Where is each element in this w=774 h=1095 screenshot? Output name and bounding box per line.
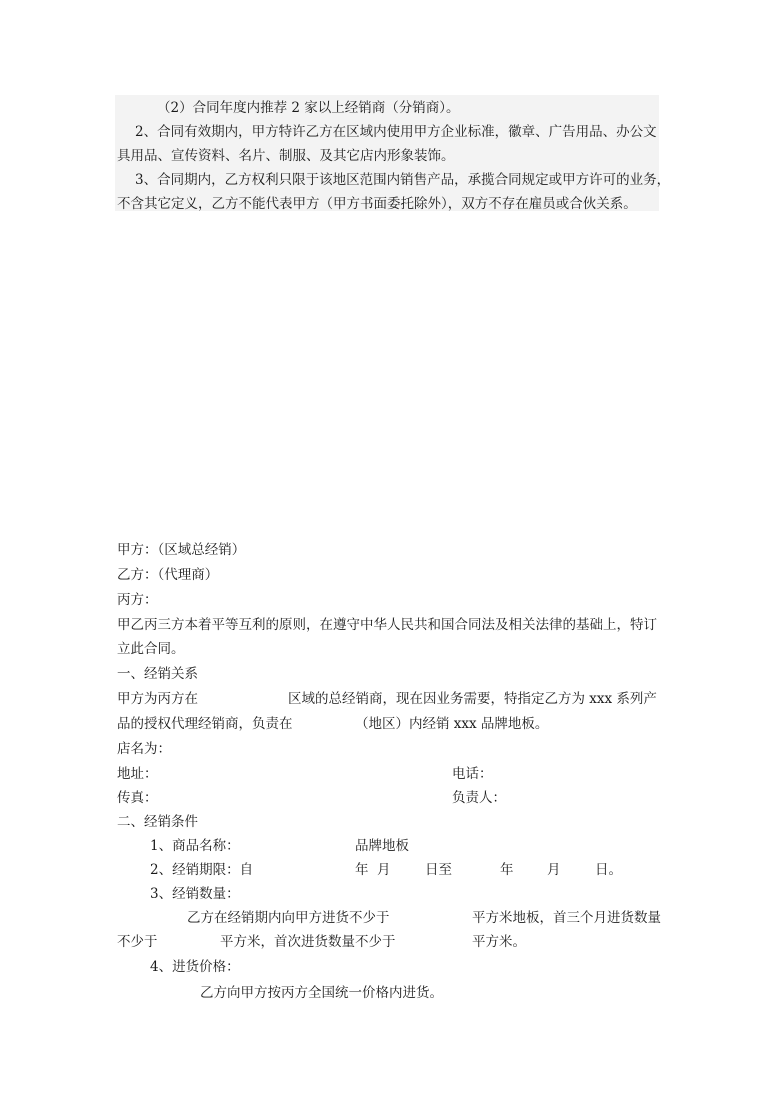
fax-label: 传真： <box>117 790 158 806</box>
quantity-line-2a: 不少于 <box>117 934 158 950</box>
end-month-unit: 月 <box>547 862 561 878</box>
party-b-line: 乙方：（代理商） <box>117 567 219 583</box>
section-1-line-2b: （地区）内经销 xxx 品牌地板。 <box>355 716 549 732</box>
quantity-line-2b: 平方米，首次进货数量不少于 <box>220 934 396 950</box>
start-year-unit: 年 <box>355 862 369 878</box>
quantity-line-2c: 平方米。 <box>472 934 526 950</box>
section-1-line-2a: 品的授权代理经销商，负责在 <box>117 716 293 732</box>
start-month-unit: 月 <box>377 862 391 878</box>
address-label: 地址： <box>117 766 158 782</box>
clause-3-line-1: 3、合同期内，乙方权利只限于该地区范围内销售产品，承揽合同规定或甲方许可的业务， <box>135 172 671 188</box>
start-day-to: 日至 <box>425 862 452 878</box>
end-day-unit: 日。 <box>595 862 622 878</box>
manager-label: 负责人： <box>452 790 506 806</box>
item-2-label: 2、经销期限：自 <box>150 862 254 878</box>
item-3-label: 3、经销数量： <box>150 886 240 902</box>
end-year-unit: 年 <box>500 862 514 878</box>
phone-label: 电话： <box>452 766 493 782</box>
item-1-value: 品牌地板 <box>355 838 409 854</box>
party-a-line: 甲方：（区域总经销） <box>117 542 246 558</box>
item-1-label: 1、商品名称： <box>150 838 240 854</box>
intro-line-2: 立此合同。 <box>117 641 185 657</box>
party-c-line: 丙方： <box>117 592 158 608</box>
clause-2-line-2: 具用品、宣传资料、名片、制服、及其它店内形象装饰。 <box>117 148 455 164</box>
item-4-label: 4、进货价格： <box>150 959 240 975</box>
clause-recommend-distributors: （2）合同年度内推荐 2 家以上经销商（分销商）。 <box>157 100 460 116</box>
quantity-line-1b: 平方米地板，首三个月进货数量 <box>472 910 661 926</box>
clause-2-line-1: 2、合同有效期内，甲方特许乙方在区域内使用甲方企业标准，徽章、广告用品、办公文 <box>135 124 657 140</box>
section-1-line-1b: 区域的总经销商，现在因业务需要，特指定乙方为 xxx 系列产 <box>288 691 657 707</box>
intro-line-1: 甲乙丙三方本着平等互利的原则，在遵守中华人民共和国合同法及相关法律的基础上，特订 <box>117 617 657 633</box>
store-name-label: 店名为： <box>117 741 171 757</box>
section-2-title: 二、经销条件 <box>117 814 198 830</box>
section-1-line-1a: 甲方为丙方在 <box>117 691 198 707</box>
section-1-title: 一、经销关系 <box>117 666 198 682</box>
price-text: 乙方向甲方按丙方全国统一价格内进货。 <box>200 985 443 1001</box>
quantity-line-1a: 乙方在经销期内向甲方进货不少于 <box>187 910 390 926</box>
clause-3-line-2: 不含其它定义，乙方不能代表甲方（甲方书面委托除外），双方不存在雇员或合伙关系。 <box>117 196 637 212</box>
